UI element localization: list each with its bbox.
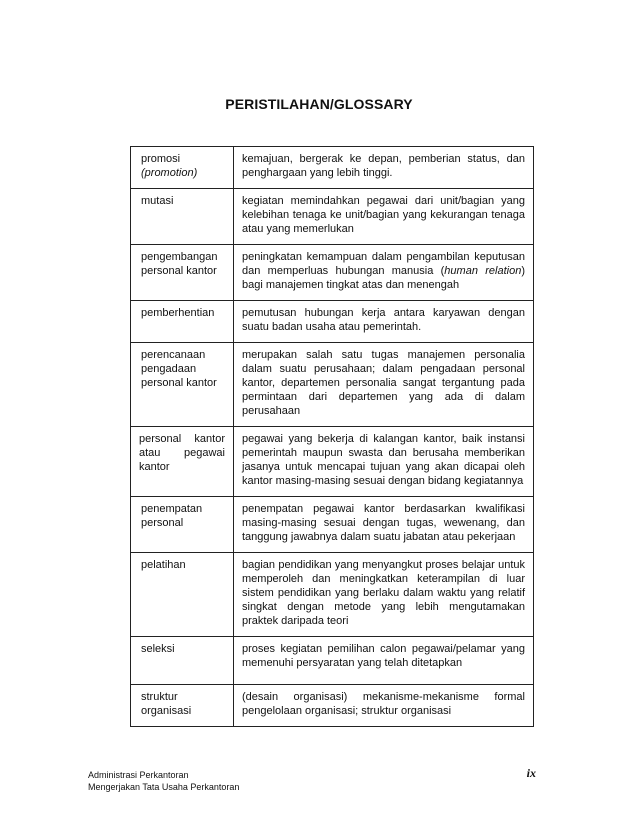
term-label: personal kantor atau pegawai kantor [139, 433, 225, 473]
glossary-term [131, 343, 234, 427]
glossary-term [131, 147, 234, 189]
glossary-row [131, 343, 534, 427]
glossary-row [131, 301, 534, 343]
glossary-definition: merupakan salah satu tugas manajemen personalia dalam suatu perusahaan; dalam pengadaan personal kantor, departemen personalia sangat tergantung pada permintaan dari departemen yang ada di dalam perusahaan [234, 343, 534, 427]
glossary-row [131, 685, 534, 727]
term-label: pengembangan personal kantor [141, 251, 218, 277]
glossary-row [131, 147, 534, 189]
glossary-definition: kegiatan memindahkan pegawai dari unit/bagian yang kelebihan tenaga ke unit/bagian yang kekurangan tenaga atau yang memerlukan [234, 189, 534, 245]
glossary-term [131, 497, 234, 553]
glossary-term [131, 637, 234, 685]
glossary-definition: bagian pendidikan yang menyangkut proses belajar untuk memperoleh dan meningkatkan keterampilan di luar sistem pendidikan yang berlaku dalam waktu yang relatif singkat dengan metode yang lebih mengutamakan praktek daripada teori [234, 553, 534, 637]
glossary-row [131, 427, 534, 497]
page-title: PERISTILAHAN/GLOSSARY [225, 96, 413, 112]
glossary-row [131, 497, 534, 553]
glossary-row [131, 637, 534, 685]
term-label: pemberhentian [141, 307, 215, 319]
term-label: mutasi [141, 195, 174, 207]
page-number: ix [526, 766, 536, 780]
glossary-row [131, 553, 534, 637]
glossary-table [130, 146, 534, 727]
term-label: penempatan personal [141, 503, 203, 529]
glossary-definition: pegawai yang bekerja di kalangan kantor, baik instansi pemerintah maupun swasta dan berusaha memberikan jasanya untuk mencapai tujuan yang akan dicapai oleh kantor masing-masing sesuai dengan bidang kegiatannya [234, 427, 534, 497]
term-label: perencanaan pengadaan personal kantor [141, 349, 217, 389]
glossary-definition: pemutusan hubungan kerja antara karyawan dengan suatu badan usaha atau pemerintah. [234, 301, 534, 343]
term-label: promosi [141, 153, 181, 165]
glossary-row [131, 189, 534, 245]
definition-text: peningkatan kemampuan dalam pengambilan keputusan dan memperluas hubungan manusia ( [242, 251, 525, 277]
page-footer [88, 769, 239, 793]
glossary-definition: penempatan pegawai kantor berdasarkan kwalifikasi masing-masing sesuai dengan tugas, wewenang, dan tanggung jawabnya dalam suatu jabatan atau pekerjaan [234, 497, 534, 553]
definition-italic-text: human relation [444, 265, 522, 277]
footer-chapter-title: Mengerjakan Tata Usaha Perkantoran [88, 782, 240, 792]
term-label: pelatihan [141, 559, 186, 571]
term-translation: (promotion) [141, 167, 198, 179]
glossary-term [131, 189, 234, 245]
glossary-term [131, 245, 234, 301]
glossary-term [131, 685, 234, 727]
term-label: struktur organisasi [141, 691, 192, 717]
term-label: seleksi [141, 643, 175, 655]
glossary-term [131, 553, 234, 637]
glossary-definition: (desain organisasi) mekanisme-mekanisme formal pengelolaan organisasi; struktur organisasi [234, 685, 534, 727]
footer-book-title: Administrasi Perkantoran [88, 770, 189, 780]
glossary-definition: kemajuan, bergerak ke depan, pemberian status, dan penghargaan yang lebih tinggi. [234, 147, 534, 189]
glossary-definition: proses kegiatan pemilihan calon pegawai/pelamar yang memenuhi persyaratan yang telah ditetapkan [234, 637, 534, 685]
glossary-term [131, 427, 234, 497]
glossary-row [131, 245, 534, 301]
glossary-definition [234, 245, 534, 301]
definition-text: ) bagi manajemen tingkat atas dan menengah [242, 265, 525, 291]
glossary-term [131, 301, 234, 343]
